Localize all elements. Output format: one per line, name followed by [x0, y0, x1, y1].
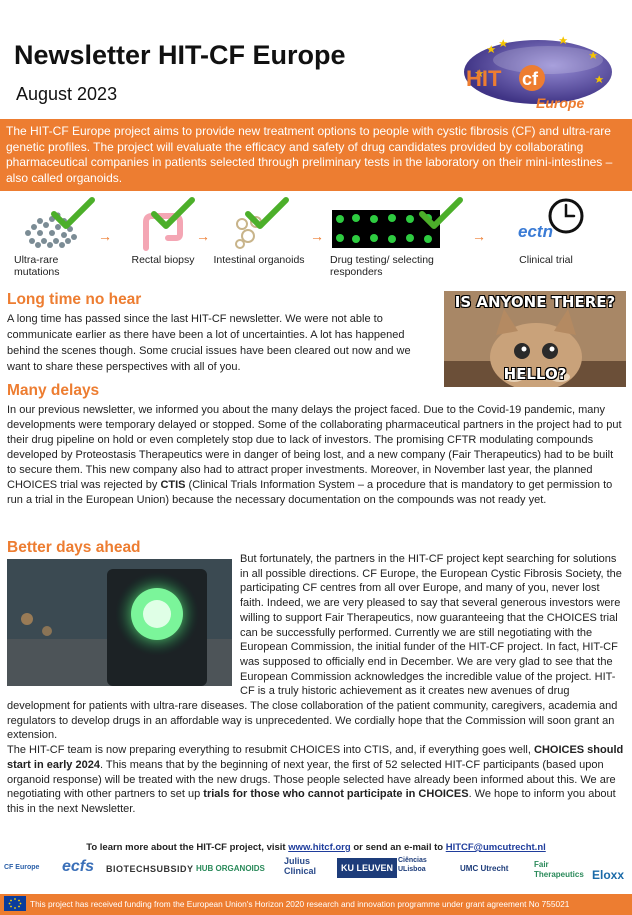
heading-long-time: Long time no hear [7, 291, 142, 308]
partner-logo-umc-utrecht: UMC Utrecht [460, 864, 509, 873]
arrow-right-icon: → [98, 228, 112, 244]
step-label-biopsy: Rectal biopsy [131, 254, 195, 266]
section-better-days-body: But fortunately, the partners in the HIT-CF project kept searching for solutions in all possible directions. CF Europe, the European Cystic Fibrosis Society, the participating CF centres from all over Europe, and many of you, never lost faith. Indeed, we are very pleased to say that several generous investors were willing to support Fair Therapeutics, now guaranteeing that the CHOICES trial can be successfully performed. Currently we are still negotiating with the European Commission, the initial funder of the HIT-CF project. In fact, HIT-CF was supposed to officially end in December. We are very glad to see that the European Commission acknowledges the incredible value of the project. HIT-CF is a truly historic achievement as it creates new avenues of drug development for patients with ultra-rare diseases. The close collaboration of the patient community, caregivers, academia and regulators to develop drugs in an affordable way is unprecedented. We cordially hope that the Commission will soon grant an extension. The HIT-CF team is now preparing everything to resubmit CHOICES into CTIS, and, if everything goes well, CHOICES should start in early 2024. This means that by the beginning of next year, the first of 52 selected HIT-CF participants (based upon organoid response) will be treated with the new drugs. Those people selected have already been informed about this. We are negotiating with other partners to set up trials for those who cannot participate in CHOICES. We hope to inform you about this in the next Newsletter. [7, 553, 624, 815]
heading-many-delays: Many delays [7, 382, 100, 399]
partner-logo-julius-clinical: Julius Clinical [284, 856, 317, 876]
eu-flag-icon [4, 896, 26, 911]
check-icon [50, 196, 96, 230]
meme-bottom-text: HELLO? [503, 365, 567, 383]
logo-cf-text: cf [522, 69, 539, 89]
partner-logo-fair-therapeutics: Fair Therapeutics [534, 860, 584, 879]
logo-hit-text: HIT [466, 66, 502, 91]
partner-logo-ku-leuven: KU LEUVEN [337, 858, 397, 878]
funding-text: This project has received funding from the European Union's Horizon 2020 research and innovation programme under grant agreement No 755021 [30, 899, 570, 909]
ectn-logo: ectn [518, 222, 553, 241]
hitcf-website-link[interactable]: www.hitcf.org [288, 842, 351, 853]
section-long-time-body: A long time has passed since the last HIT-CF newsletter. We were not able to communicate earlier as there have been a lot of uncertainties. A lot has happened behind the scenes though. Some crucial issues have been cleared out now and we want to share these perspectives with all of you. [7, 313, 411, 373]
check-icon [150, 196, 196, 230]
step-label-organoids: Intestinal organoids [213, 254, 305, 266]
check-icon [244, 196, 290, 230]
hitcf-europe-logo [448, 32, 614, 112]
step-label-drug-testing: Drug testing/ selecting responders [330, 254, 434, 278]
partner-logo-hub-organoids: HUB ORGANOIDS [196, 864, 265, 873]
clock-icon [546, 196, 586, 236]
footer-contact: To learn more about the HIT-CF project, visit www.hitcf.org or send an e-mail to HITCF@umcutrecht.nl [86, 842, 546, 853]
cat-meme-image [444, 291, 626, 387]
arrow-right-icon: → [310, 228, 324, 244]
partner-logo-ciencias: Ciências ULisboa [398, 857, 427, 873]
check-icon [418, 196, 464, 230]
partner-logo-cf-europe: CF Europe [4, 864, 40, 871]
meme-top-text: IS ANYONE THERE? [454, 293, 616, 311]
section-many-delays-body: In our previous newsletter, we informed you about the many delays the project faced. Due to the Covid-19 pandemic, many developments were temporary delayed or stopped. Some of the collaborating pharmaceutical partners in the project had to put their drug pipeline on hold or even completely stop due to lack of investors. The promising CFTR modulating compounds developed by Proteostasis Therapeutics were in danger of being lost, and a new company (Fair Therapeutics) had to be built to secure them. This new company also had to attract proper investments. Moreover, in November last year, the planned CHOICES trial was rejected by CTIS (Clinical Trials Information System – a procedure that is mandatory to get permission to run a trial in the European Union) because the necessary documentation on the compounds was not ready yet. [7, 404, 622, 506]
partner-logos [0, 852, 632, 892]
partner-logo-eloxx: Eloxx [592, 868, 625, 882]
arrow-right-icon: → [196, 228, 210, 244]
intro-banner: The HIT-CF Europe project aims to provide new treatment options to people with cystic fibrosis (CF) and ultra-rare genetic profiles. The project will evaluate the efficacy and safety of drug candidates provided by collaborating pharmaceutical companies in patients selected through preliminary tests in the laboratory on their mini-intestines – also called organoids. [0, 119, 632, 191]
arrow-right-icon: → [472, 228, 486, 244]
newsletter-date: August 2023 [16, 84, 118, 104]
logo-europe-text: Europe [536, 95, 585, 111]
step-label-clinical-trial: Clinical trial [519, 254, 573, 266]
funding-banner [0, 894, 632, 915]
email-link[interactable]: HITCF@umcutrecht.nl [445, 842, 546, 853]
partner-logo-biotechsubsidy: BIOTECHSUBSIDY [106, 864, 194, 874]
newsletter-title: Newsletter HIT-CF Europe [14, 40, 346, 70]
step-label-mutations: Ultra-rare mutations [14, 254, 60, 278]
heading-better-days: Better days ahead [7, 539, 141, 556]
partner-logo-ecfs: ecfs [62, 858, 95, 875]
